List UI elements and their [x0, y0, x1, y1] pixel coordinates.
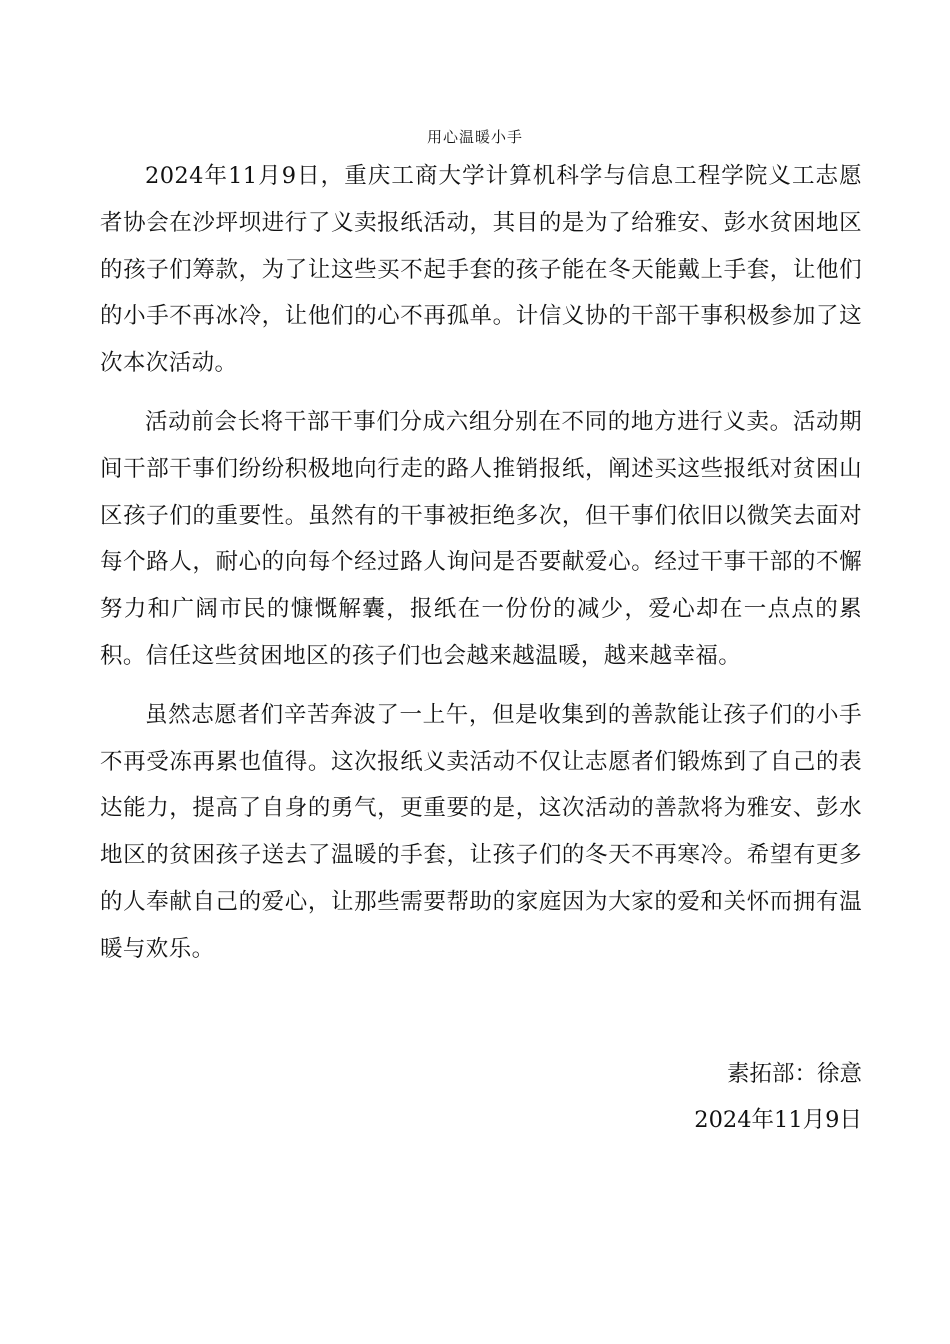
signature: 素拓部：徐意: [726, 1061, 862, 1087]
paragraph-1: 2024年11月9日，重庆工商大学计算机科学与信息工程学院义工志愿者协会在沙坪坝进行了义卖报纸活动，其目的是为了给雅安、彭水贫困地区的孩子们筹款，为了让这些买不起手套的孩子能在冬天能戴上手套，让他们的小手不再冰冷，让他们的心不再孤单。计信义协的干部干事积极参加了这次本次活动。: [100, 163, 862, 377]
document-body: [100, 153, 862, 985]
paragraph-2: 活动前会长将干部干事们分成六组分别在不同的地方进行义卖。活动期间干部干事们纷纷积极地向行走的路人推销报纸，阐述买这些报纸对贫困山区孩子们的重要性。虽然有的干事被拒绝多次，但干事们依旧以微笑去面对每个路人，耐心的向每个经过路人询问是否要献爱心。经过干事干部的不懈努力和广阔市民的慷慨解囊，报纸在一份份的减少，爱心却在一点点的累积。信任这些贫困地区的孩子们也会越来越温暖，越来越幸福。: [100, 408, 862, 669]
paragraph-3: 虽然志愿者们辛苦奔波了一上午，但是收集到的善款能让孩子们的小手不再受冻再累也值得。这次报纸义卖活动不仅让志愿者们锻炼到了自己的表达能力，提高了自身的勇气，更重要的是，这次活动的善款将为雅安、彭水地区的贫困孩子送去了温暖的手套，让孩子们的冬天不再寒冷。希望有更多的人奉献自己的爱心，让那些需要帮助的家庭因为大家的爱和关怀而拥有温暖与欢乐。: [100, 701, 862, 962]
document-date: 2024年11月9日: [694, 1107, 862, 1133]
document-title: 用心温暖小手: [426, 128, 523, 146]
